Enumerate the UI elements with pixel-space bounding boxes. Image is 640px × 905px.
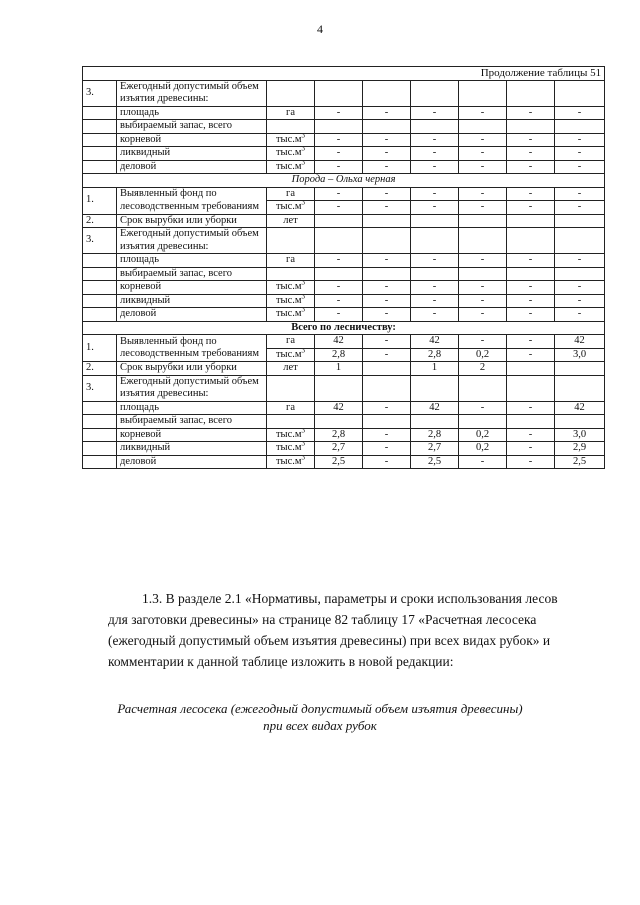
unit-superscript: 3 xyxy=(301,294,306,300)
value-cell: - xyxy=(507,201,555,215)
row-name: ликвидный xyxy=(117,442,267,456)
table-row xyxy=(83,254,605,268)
value-cell: - xyxy=(507,348,555,362)
value-cell: - xyxy=(555,106,605,120)
value-cell: 42 xyxy=(555,401,605,415)
value-cell: - xyxy=(507,187,555,201)
value-cell: 2,8 xyxy=(315,428,363,442)
value-cell: - xyxy=(315,187,363,201)
unit-text: тыс.м xyxy=(275,308,302,319)
value-cell: - xyxy=(363,147,411,161)
unit-superscript: 3 xyxy=(301,200,306,207)
value-cell xyxy=(363,214,411,228)
unit-superscript: 3 xyxy=(301,455,306,461)
value-cell: 2,7 xyxy=(315,442,363,456)
row-name: деловой xyxy=(117,308,267,322)
paragraph-line: комментарии к данной таблице изложить в новой редакции: xyxy=(108,654,454,669)
value-cell: - xyxy=(459,308,507,322)
value-cell: - xyxy=(363,187,411,201)
value-cell: - xyxy=(315,254,363,268)
value-cell xyxy=(411,415,459,429)
value-cell xyxy=(363,267,411,281)
row-number: 2. xyxy=(83,362,117,376)
table-row xyxy=(83,80,605,106)
row-name: деловой xyxy=(117,455,267,469)
unit-cell xyxy=(267,442,315,456)
value-cell xyxy=(363,362,411,376)
forest-use-table xyxy=(82,66,605,469)
table-row xyxy=(83,455,605,469)
value-cell xyxy=(459,267,507,281)
value-cell xyxy=(411,228,459,254)
unit-cell xyxy=(267,147,315,161)
value-cell: - xyxy=(315,133,363,147)
value-cell: 1 xyxy=(411,362,459,376)
value-cell: - xyxy=(459,294,507,308)
value-cell: 1 xyxy=(315,362,363,376)
value-cell: - xyxy=(555,147,605,161)
row-number xyxy=(83,160,117,174)
value-cell xyxy=(315,267,363,281)
row-number: 2. xyxy=(83,214,117,228)
value-cell xyxy=(507,375,555,401)
section-header: Всего по лесничеству: xyxy=(83,321,605,335)
unit-cell xyxy=(267,428,315,442)
table-caption xyxy=(100,700,540,734)
table-row xyxy=(83,362,605,376)
row-name: Выявленный фонд по лесоводственным требованиям xyxy=(117,187,267,214)
value-cell: - xyxy=(315,160,363,174)
value-cell xyxy=(411,120,459,134)
table-row xyxy=(83,442,605,456)
value-cell xyxy=(555,228,605,254)
value-cell: - xyxy=(363,428,411,442)
unit-cell xyxy=(267,106,315,120)
row-number xyxy=(83,442,117,456)
value-cell xyxy=(459,228,507,254)
row-number xyxy=(83,120,117,134)
unit-cell xyxy=(267,228,315,254)
value-cell: - xyxy=(315,294,363,308)
unit-cell xyxy=(267,160,315,174)
value-cell: 42 xyxy=(411,401,459,415)
unit-cell xyxy=(267,254,315,268)
caption-line: при всех видах рубок xyxy=(263,718,377,733)
value-cell: - xyxy=(411,294,459,308)
value-cell: - xyxy=(507,401,555,415)
unit-text: тыс.м xyxy=(275,147,302,158)
unit-cell xyxy=(267,294,315,308)
row-name: Выявленный фонд по лесоводственным требованиям xyxy=(117,335,267,362)
table-row xyxy=(83,294,605,308)
value-cell: - xyxy=(363,201,411,215)
value-cell: - xyxy=(363,254,411,268)
value-cell xyxy=(555,267,605,281)
unit-cell xyxy=(267,415,315,429)
unit-text: тыс.м xyxy=(275,160,302,172)
value-cell xyxy=(363,375,411,401)
row-name: площадь xyxy=(117,401,267,415)
table-row xyxy=(83,106,605,120)
value-cell: - xyxy=(459,254,507,268)
row-number xyxy=(83,147,117,161)
value-cell xyxy=(507,267,555,281)
value-cell xyxy=(459,80,507,106)
row-number xyxy=(83,428,117,442)
value-cell: - xyxy=(555,281,605,295)
value-cell: - xyxy=(411,254,459,268)
page-number: 4 xyxy=(317,22,323,36)
value-cell: - xyxy=(459,335,507,349)
value-cell xyxy=(315,80,363,106)
unit-cell xyxy=(267,120,315,134)
value-cell: 0,2 xyxy=(459,442,507,456)
row-name: Срок вырубки или уборки xyxy=(117,362,267,376)
unit-cell xyxy=(267,348,315,362)
value-cell: 2,5 xyxy=(411,455,459,469)
value-cell: - xyxy=(507,308,555,322)
section-header: Порода – Ольха черная xyxy=(83,174,605,188)
value-cell xyxy=(507,228,555,254)
value-cell: - xyxy=(315,281,363,295)
value-cell xyxy=(315,120,363,134)
value-cell: - xyxy=(459,187,507,201)
table-row xyxy=(83,281,605,295)
row-name: выбираемый запас, всего xyxy=(117,120,267,134)
row-name: выбираемый запас, всего xyxy=(117,267,267,281)
row-number xyxy=(83,267,117,281)
value-cell: - xyxy=(411,133,459,147)
value-cell: - xyxy=(507,160,555,174)
value-cell: - xyxy=(507,254,555,268)
unit-text: га xyxy=(286,254,295,265)
row-name: Ежегодный допустимый объем изъятия древесины: xyxy=(117,375,267,401)
value-cell: - xyxy=(507,428,555,442)
row-name: корневой xyxy=(117,133,267,147)
value-cell: - xyxy=(363,106,411,120)
row-name: корневой xyxy=(117,428,267,442)
value-cell: - xyxy=(363,308,411,322)
unit-superscript: 3 xyxy=(301,307,306,314)
unit-superscript: 3 xyxy=(301,348,306,354)
value-cell xyxy=(555,375,605,401)
value-cell xyxy=(363,80,411,106)
value-cell xyxy=(507,120,555,134)
value-cell: - xyxy=(411,160,459,174)
value-cell: - xyxy=(507,133,555,147)
table-row xyxy=(83,308,605,322)
value-cell xyxy=(555,214,605,228)
table-row xyxy=(83,415,605,429)
table-row xyxy=(83,375,605,401)
value-cell: - xyxy=(555,254,605,268)
table-row xyxy=(83,228,605,254)
table-row xyxy=(83,120,605,134)
row-name: выбираемый запас, всего xyxy=(117,415,267,429)
value-cell: - xyxy=(363,348,411,362)
value-cell xyxy=(315,228,363,254)
row-number xyxy=(83,308,117,322)
value-cell: - xyxy=(411,187,459,201)
value-cell: - xyxy=(459,160,507,174)
value-cell: - xyxy=(363,335,411,349)
value-cell xyxy=(555,120,605,134)
value-cell: 2,9 xyxy=(555,442,605,456)
value-cell: - xyxy=(555,201,605,215)
unit-cell xyxy=(267,308,315,322)
value-cell: - xyxy=(363,160,411,174)
value-cell: - xyxy=(459,201,507,215)
value-cell xyxy=(459,415,507,429)
row-number xyxy=(83,401,117,415)
table-row xyxy=(83,160,605,174)
value-cell xyxy=(459,120,507,134)
value-cell xyxy=(315,375,363,401)
row-number xyxy=(83,133,117,147)
value-cell xyxy=(507,80,555,106)
unit-cell xyxy=(267,80,315,106)
unit-text: лет xyxy=(283,214,298,226)
table-row xyxy=(83,133,605,147)
unit-cell xyxy=(267,133,315,147)
value-cell: - xyxy=(363,455,411,469)
value-cell: 42 xyxy=(315,335,363,349)
value-cell: 2,8 xyxy=(411,348,459,362)
value-cell: - xyxy=(459,133,507,147)
value-cell xyxy=(555,415,605,429)
value-cell: - xyxy=(363,401,411,415)
value-cell: 2,5 xyxy=(555,455,605,469)
value-cell: - xyxy=(363,281,411,295)
amendment-paragraph xyxy=(108,588,606,672)
value-cell xyxy=(363,228,411,254)
value-cell: - xyxy=(555,308,605,322)
value-cell xyxy=(411,80,459,106)
value-cell: - xyxy=(315,106,363,120)
value-cell: - xyxy=(459,455,507,469)
value-cell: 42 xyxy=(555,335,605,349)
unit-cell xyxy=(267,214,315,228)
value-cell: - xyxy=(315,308,363,322)
unit-cell xyxy=(267,335,315,349)
unit-superscript: 3 xyxy=(301,280,306,287)
unit-text: га xyxy=(286,187,295,199)
row-number: 1. xyxy=(83,187,117,214)
value-cell: 3,0 xyxy=(555,428,605,442)
unit-cell xyxy=(267,267,315,281)
value-cell xyxy=(507,214,555,228)
value-cell: - xyxy=(315,201,363,215)
row-number: 3. xyxy=(83,228,117,254)
value-cell: 3,0 xyxy=(555,348,605,362)
row-number xyxy=(83,281,117,295)
paragraph-line: 1.3. В разделе 2.1 «Нормативы, параметры и сроки использования лесов xyxy=(142,591,558,606)
value-cell: 42 xyxy=(411,335,459,349)
value-cell: - xyxy=(411,201,459,215)
value-cell: - xyxy=(411,106,459,120)
section-header-row xyxy=(83,174,605,188)
row-name: площадь xyxy=(117,254,267,268)
value-cell: - xyxy=(363,442,411,456)
unit-text: тыс.м xyxy=(275,281,302,292)
unit-cell xyxy=(267,455,315,469)
row-number: 1. xyxy=(83,335,117,362)
paragraph-line: (ежегодный допустимый объем изъятия древесины) при всех видах рубок» и xyxy=(108,633,551,648)
row-name: деловой xyxy=(117,160,267,174)
value-cell: 2,8 xyxy=(315,348,363,362)
row-name: Ежегодный допустимый объем изъятия древесины: xyxy=(117,228,267,254)
value-cell xyxy=(411,214,459,228)
value-cell: - xyxy=(507,106,555,120)
row-number xyxy=(83,294,117,308)
unit-text: тыс.м xyxy=(275,133,302,145)
caption-line: Расчетная лесосека (ежегодный допустимый объем изъятия древесины) xyxy=(117,701,523,716)
value-cell: - xyxy=(411,308,459,322)
unit-text: га xyxy=(286,401,295,413)
unit-cell xyxy=(267,362,315,376)
value-cell xyxy=(555,80,605,106)
unit-text: тыс.м xyxy=(275,455,302,467)
value-cell: 2 xyxy=(459,362,507,376)
unit-cell xyxy=(267,201,315,215)
value-cell: - xyxy=(459,147,507,161)
value-cell: - xyxy=(507,147,555,161)
value-cell: - xyxy=(459,106,507,120)
unit-superscript: 3 xyxy=(301,428,306,434)
table-continuation-label: Продолжение таблицы 51 xyxy=(83,67,605,81)
unit-text: тыс.м xyxy=(275,348,302,360)
value-cell: - xyxy=(555,160,605,174)
value-cell: 2,8 xyxy=(411,428,459,442)
row-name: ликвидный xyxy=(117,147,267,161)
value-cell: 0,2 xyxy=(459,348,507,362)
unit-text: тыс.м xyxy=(275,201,302,212)
paragraph-line: для заготовки древесины» на странице 82 таблицу 17 «Расчетная лесосека xyxy=(108,612,537,627)
value-cell: - xyxy=(555,133,605,147)
table-row xyxy=(83,147,605,161)
unit-text: лет xyxy=(283,362,298,373)
unit-cell xyxy=(267,281,315,295)
row-number: 3. xyxy=(83,80,117,106)
unit-superscript: 3 xyxy=(301,441,306,448)
value-cell xyxy=(555,362,605,376)
table-row xyxy=(83,401,605,415)
unit-superscript: 3 xyxy=(301,160,306,166)
value-cell xyxy=(459,375,507,401)
value-cell xyxy=(507,415,555,429)
value-cell: - xyxy=(315,147,363,161)
value-cell: - xyxy=(459,401,507,415)
unit-cell xyxy=(267,401,315,415)
row-number xyxy=(83,106,117,120)
value-cell: - xyxy=(363,294,411,308)
value-cell: 42 xyxy=(315,401,363,415)
row-name: ликвидный xyxy=(117,294,267,308)
row-number xyxy=(83,254,117,268)
value-cell xyxy=(315,415,363,429)
table-row xyxy=(83,428,605,442)
unit-text: га xyxy=(286,335,295,346)
row-name: Ежегодный допустимый объем изъятия древесины: xyxy=(117,80,267,106)
value-cell: - xyxy=(555,294,605,308)
unit-cell xyxy=(267,375,315,401)
table-row xyxy=(83,335,605,349)
section-header-row xyxy=(83,321,605,335)
unit-text: тыс.м xyxy=(275,442,302,453)
unit-text: тыс.м xyxy=(275,294,302,306)
table-row xyxy=(83,187,605,201)
value-cell xyxy=(459,214,507,228)
value-cell: - xyxy=(507,294,555,308)
value-cell: - xyxy=(507,442,555,456)
row-name: Срок вырубки или уборки xyxy=(117,214,267,228)
unit-text: га xyxy=(286,106,295,118)
value-cell xyxy=(363,120,411,134)
table-row xyxy=(83,214,605,228)
value-cell: - xyxy=(507,455,555,469)
value-cell: - xyxy=(555,187,605,201)
row-name: корневой xyxy=(117,281,267,295)
value-cell: - xyxy=(363,133,411,147)
value-cell: - xyxy=(507,281,555,295)
value-cell xyxy=(411,267,459,281)
value-cell: - xyxy=(411,281,459,295)
row-number: 3. xyxy=(83,375,117,401)
value-cell: - xyxy=(507,335,555,349)
unit-text: тыс.м xyxy=(275,428,302,440)
value-cell: - xyxy=(411,147,459,161)
value-cell: - xyxy=(459,281,507,295)
unit-cell xyxy=(267,187,315,201)
row-name: площадь xyxy=(117,106,267,120)
unit-superscript: 3 xyxy=(301,133,306,139)
value-cell xyxy=(363,415,411,429)
row-number xyxy=(83,415,117,429)
row-number xyxy=(83,455,117,469)
value-cell xyxy=(411,375,459,401)
value-cell xyxy=(507,362,555,376)
table-row xyxy=(83,267,605,281)
value-cell: 0,2 xyxy=(459,428,507,442)
value-cell: 2,5 xyxy=(315,455,363,469)
unit-superscript: 3 xyxy=(301,146,306,153)
value-cell xyxy=(315,214,363,228)
value-cell: 2,7 xyxy=(411,442,459,456)
